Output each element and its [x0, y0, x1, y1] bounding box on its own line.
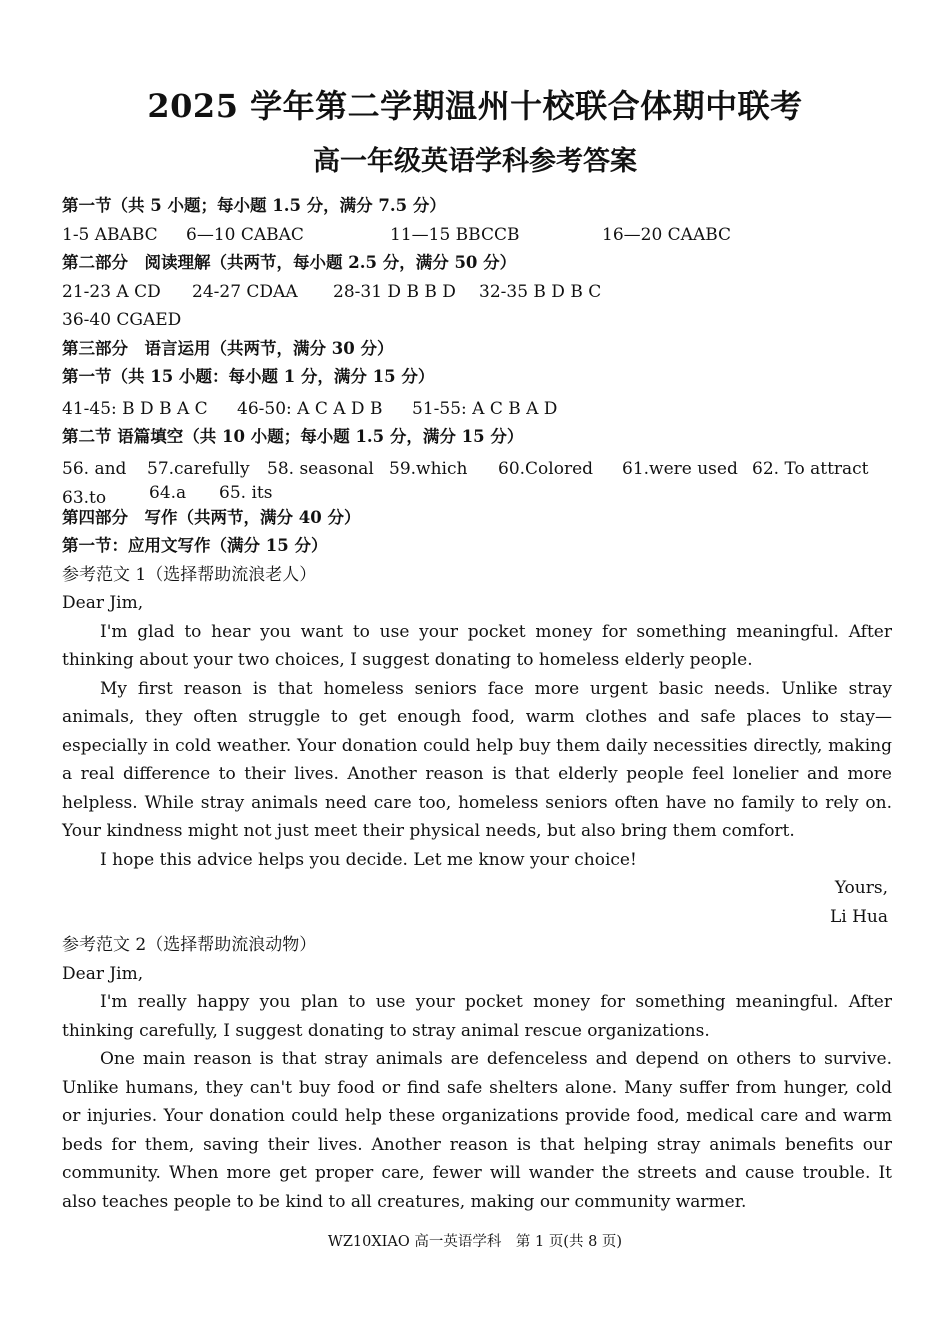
answer-item: 61.were used	[622, 458, 738, 479]
answer-item: 63.to	[62, 487, 107, 508]
part3-section2-answers-2	[62, 479, 892, 508]
part2-answers	[62, 278, 892, 307]
essay2-greeting: Dear Jim,	[62, 963, 144, 984]
essay1-paragraph: My first reason is that homeless seniors face more urgent basic needs. Unlike stray animals, they often struggle to get enough food, warm clothes and safe places to stay—especially in cold weather. Your donation could help buy them daily necessities directly, making a real difference to their lives. Another reason is that elderly people feel lonelier and more helpless. While stray animals need care too, homeless seniors often have no family to rely on. Your kindness might not just meet their physical needs, but also bring them comfort.	[62, 678, 892, 841]
answer-item: 64.a	[149, 482, 187, 503]
section1-heading: 第一节（共 5 小题；每小题 1.5 分，满分 7.5 分）	[62, 196, 446, 215]
part2-answers-2: 36-40 CGAED	[62, 310, 182, 330]
answer-group: 46-50: A C A D B	[237, 398, 383, 419]
part3-section1-answers	[62, 395, 892, 424]
part3-section2-heading: 第二节 语篇填空（共 10 小题；每小题 1.5 分，满分 15 分）	[62, 427, 524, 446]
answer-group: 28-31 D B B D	[333, 281, 456, 302]
answer-group: 11—15 BBCCB	[390, 224, 520, 245]
essay2-label: 参考范文 2（选择帮助流浪动物）	[62, 935, 317, 955]
answer-body	[62, 192, 892, 1216]
essay2-paragraph: I'm really happy you plan to use your pocket money for something meaningful. After thinking carefully, I suggest donating to stray animal rescue organizations.	[62, 992, 892, 1041]
answer-item: 65. its	[219, 482, 273, 503]
part4-section1-heading: 第一节：应用文写作（满分 15 分）	[62, 536, 328, 555]
answer-group: 6—10 CABAC	[186, 224, 304, 245]
section1-answers	[62, 221, 892, 250]
essay1-signature: Li Hua	[829, 906, 888, 927]
essay1-greeting: Dear Jim,	[62, 593, 144, 613]
page-title: 2025 学年第二学期温州十校联合体期中联考	[147, 87, 803, 125]
essay1-paragraph: I hope this advice helps you decide. Let me know your choice!	[100, 849, 637, 870]
answer-group: 24-27 CDAA	[192, 281, 298, 302]
page-footer: WZ10XIAO 高一英语学科 第 1 页(共 8 页)	[327, 1234, 623, 1250]
answer-item: 57.carefully	[147, 458, 250, 479]
essay1-closing: Yours,	[834, 878, 888, 898]
part3-section2-answers	[62, 455, 892, 479]
part3-heading: 第三部分 语言运用（共两节，满分 30 分）	[62, 338, 394, 358]
answer-group: 51-55: A C B A D	[412, 398, 558, 419]
answer-item: 56. and	[62, 458, 127, 479]
answer-item: 58. seasonal	[267, 458, 374, 479]
essay1-label: 参考范文 1（选择帮助流浪老人）	[62, 564, 317, 585]
answer-group: 16—20 CAABC	[602, 224, 732, 245]
answer-group: 21-23 A CD	[62, 281, 161, 302]
part4-heading: 第四部分 写作（共两节，满分 40 分）	[62, 507, 361, 527]
part2-heading: 第二部分 阅读理解（共两节，每小题 2.5 分，满分 50 分）	[62, 253, 517, 272]
answer-item: 62. To attract	[752, 458, 869, 479]
answer-group: 32-35 B D B C	[479, 281, 602, 302]
page-subtitle: 高一年级英语学科参考答案	[313, 146, 637, 177]
answer-group: 1-5 ABABC	[62, 224, 158, 245]
answer-item: 60.Colored	[498, 458, 594, 479]
answer-item: 59.which	[389, 458, 468, 479]
essay2-paragraph: One main reason is that stray animals are defenceless and depend on others to survive. Unlike humans, they can't buy food or find safe shelters alone. Many suffer from hunger, cold or injuries. Your donation could help these organizations provide food, medical care and warm beds for them, saving their lives. Another reason is that helping stray animals benefits our community. When more get proper care, fewer will wander the streets and cause trouble. It also teaches people to be kind to all creatures, making our community warmer.	[62, 1049, 892, 1212]
answer-group: 41-45: B D B A C	[62, 398, 208, 419]
part3-section1-heading: 第一节（共 15 小题：每小题 1 分，满分 15 分）	[62, 367, 435, 386]
essay1-paragraph: I'm glad to hear you want to use your pocket money for something meaningful. After thinking about your two choices, I suggest donating to homeless elderly people.	[62, 621, 892, 670]
